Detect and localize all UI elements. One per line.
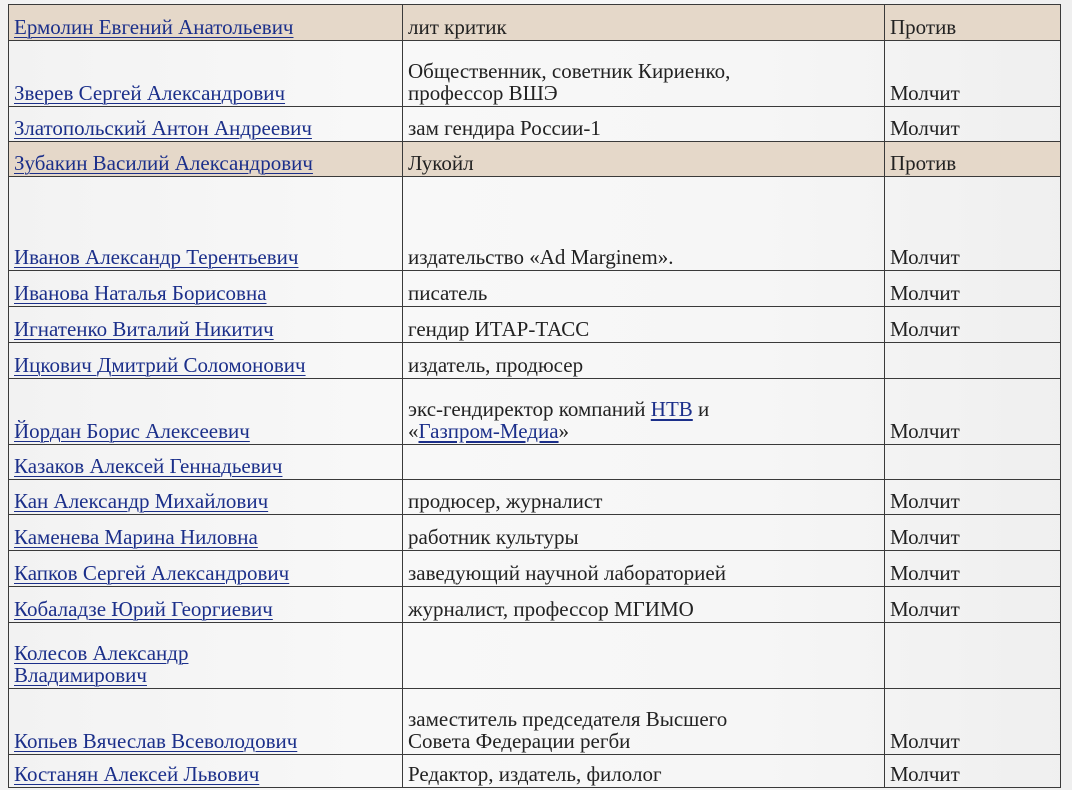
name-cell (9, 41, 403, 107)
name-cell (9, 343, 403, 379)
status-cell (885, 623, 1061, 689)
status-cell (885, 41, 1061, 107)
name-cell (9, 689, 403, 755)
status-text: Молчит (890, 115, 960, 140)
description-text: Лукойл (408, 150, 474, 175)
status-text: Молчит (890, 560, 960, 585)
description-text: Совета Федерации регби (408, 728, 631, 753)
name-cell (9, 755, 403, 788)
name-cell (9, 587, 403, 623)
person-link[interactable]: Златопольский Антон Андреевич (14, 115, 312, 140)
name-cell (9, 551, 403, 587)
person-link[interactable]: Иванов Александр Терентьевич (14, 244, 299, 269)
person-link[interactable]: Игнатенко Виталий Никитич (14, 316, 274, 341)
description-text: профессор ВШЭ (408, 80, 558, 105)
description-cell (403, 177, 885, 271)
status-cell (885, 551, 1061, 587)
status-cell (885, 480, 1061, 515)
status-cell (885, 587, 1061, 623)
description-text: заместитель председателя Высшего (408, 706, 728, 731)
status-text: Молчит (890, 488, 960, 513)
status-text: Против (890, 150, 957, 175)
table-row (9, 515, 1061, 551)
name-cell (9, 142, 403, 177)
gazprom-media-link[interactable]: Газпром-Медиа (418, 418, 559, 443)
description-cell (403, 107, 885, 142)
table-row (9, 689, 1061, 755)
name-cell (9, 445, 403, 480)
description-text: работник культуры (408, 524, 579, 549)
description-cell (403, 41, 885, 107)
status-cell (885, 755, 1061, 788)
table-row (9, 623, 1061, 689)
status-cell (885, 445, 1061, 480)
status-cell (885, 307, 1061, 343)
description-cell (403, 587, 885, 623)
person-link[interactable]: Зубакин Василий Александрович (14, 150, 313, 175)
description-cell (403, 5, 885, 41)
status-cell (885, 142, 1061, 177)
description-text: продюсер, журналист (408, 488, 603, 513)
status-cell (885, 177, 1061, 271)
person-link[interactable]: Колесов Александр (14, 640, 189, 665)
table-row (9, 307, 1061, 343)
table-row (9, 379, 1061, 445)
name-cell (9, 379, 403, 445)
description-text: » (558, 418, 570, 443)
description-text: Редактор, издатель, филолог (408, 761, 662, 786)
table-row (9, 480, 1061, 515)
person-link[interactable]: Зверев Сергей Александрович (14, 80, 286, 105)
status-text: Молчит (890, 80, 960, 105)
table-row (9, 551, 1061, 587)
description-text: « (408, 418, 419, 443)
description-text: лит критик (408, 14, 507, 39)
status-cell (885, 271, 1061, 307)
person-link[interactable]: Иванова Наталья Борисовна (14, 280, 267, 305)
table-row (9, 271, 1061, 307)
description-text: и (692, 396, 710, 421)
status-text: Молчит (890, 418, 960, 443)
person-link[interactable]: Костанян Алексей Львович (14, 761, 260, 786)
person-link[interactable]: Йордан Борис Алексеевич (14, 418, 250, 443)
description-text: писатель (408, 280, 488, 305)
status-text: Молчит (890, 728, 960, 753)
person-link[interactable]: Кан Александр Михайлович (14, 488, 269, 513)
description-text: издательство «Ad Marginem». (408, 244, 674, 269)
description-text: издатель, продюсер (408, 352, 584, 377)
description-cell (403, 689, 885, 755)
person-link[interactable]: Кобаладзе Юрий Георгиевич (14, 596, 273, 621)
table-row (9, 587, 1061, 623)
description-cell (403, 623, 885, 689)
description-cell (403, 515, 885, 551)
status-text: Молчит (890, 524, 960, 549)
status-text: Молчит (890, 280, 960, 305)
status-text: Молчит (890, 316, 960, 341)
status-text: Молчит (890, 761, 960, 786)
description-cell (403, 755, 885, 788)
members-table (8, 4, 1061, 788)
status-text: Против (890, 14, 957, 39)
status-cell (885, 689, 1061, 755)
status-cell (885, 343, 1061, 379)
person-link[interactable]: Капков Сергей Александрович (14, 560, 290, 585)
description-text: журналист, профессор МГИМО (408, 596, 694, 621)
description-cell (403, 343, 885, 379)
name-cell (9, 480, 403, 515)
description-cell (403, 551, 885, 587)
description-cell (403, 271, 885, 307)
status-cell (885, 107, 1061, 142)
name-cell (9, 307, 403, 343)
person-link[interactable]: Каменева Марина Ниловна (14, 524, 258, 549)
table-row (9, 41, 1061, 107)
person-link[interactable]: Владимирович (14, 662, 147, 687)
person-link[interactable]: Казаков Алексей Геннадьевич (14, 453, 283, 478)
description-text: экс-гендиректор компаний (408, 396, 651, 421)
name-cell (9, 623, 403, 689)
table-row (9, 755, 1061, 788)
name-cell (9, 515, 403, 551)
name-cell (9, 271, 403, 307)
status-cell (885, 515, 1061, 551)
description-cell (403, 480, 885, 515)
description-cell (403, 307, 885, 343)
status-cell (885, 379, 1061, 445)
description-cell (403, 445, 885, 480)
description-text: гендир ИТАР-ТАСС (408, 316, 590, 341)
table-row (9, 445, 1061, 480)
description-text: заведующий научной лабораторией (408, 560, 726, 585)
person-link[interactable]: Ицкович Дмитрий Соломонович (14, 352, 306, 377)
ntv-link[interactable]: НТВ (650, 396, 693, 421)
name-cell (9, 177, 403, 271)
table-row (9, 343, 1061, 379)
description-cell (403, 142, 885, 177)
description-text: зам гендира России-1 (408, 115, 601, 140)
name-cell (9, 107, 403, 142)
person-link[interactable]: Ермолин Евгений Анатольевич (14, 14, 294, 39)
table-row (9, 107, 1061, 142)
table-row (9, 177, 1061, 271)
status-text: Молчит (890, 244, 960, 269)
status-cell (885, 5, 1061, 41)
table-row (9, 5, 1061, 41)
status-text: Молчит (890, 596, 960, 621)
description-cell (403, 379, 885, 445)
table-row (9, 142, 1061, 177)
name-cell (9, 5, 403, 41)
person-link[interactable]: Копьев Вячеслав Всеволодович (14, 728, 298, 753)
description-text: Общественник, советник Кириенко, (408, 58, 731, 83)
